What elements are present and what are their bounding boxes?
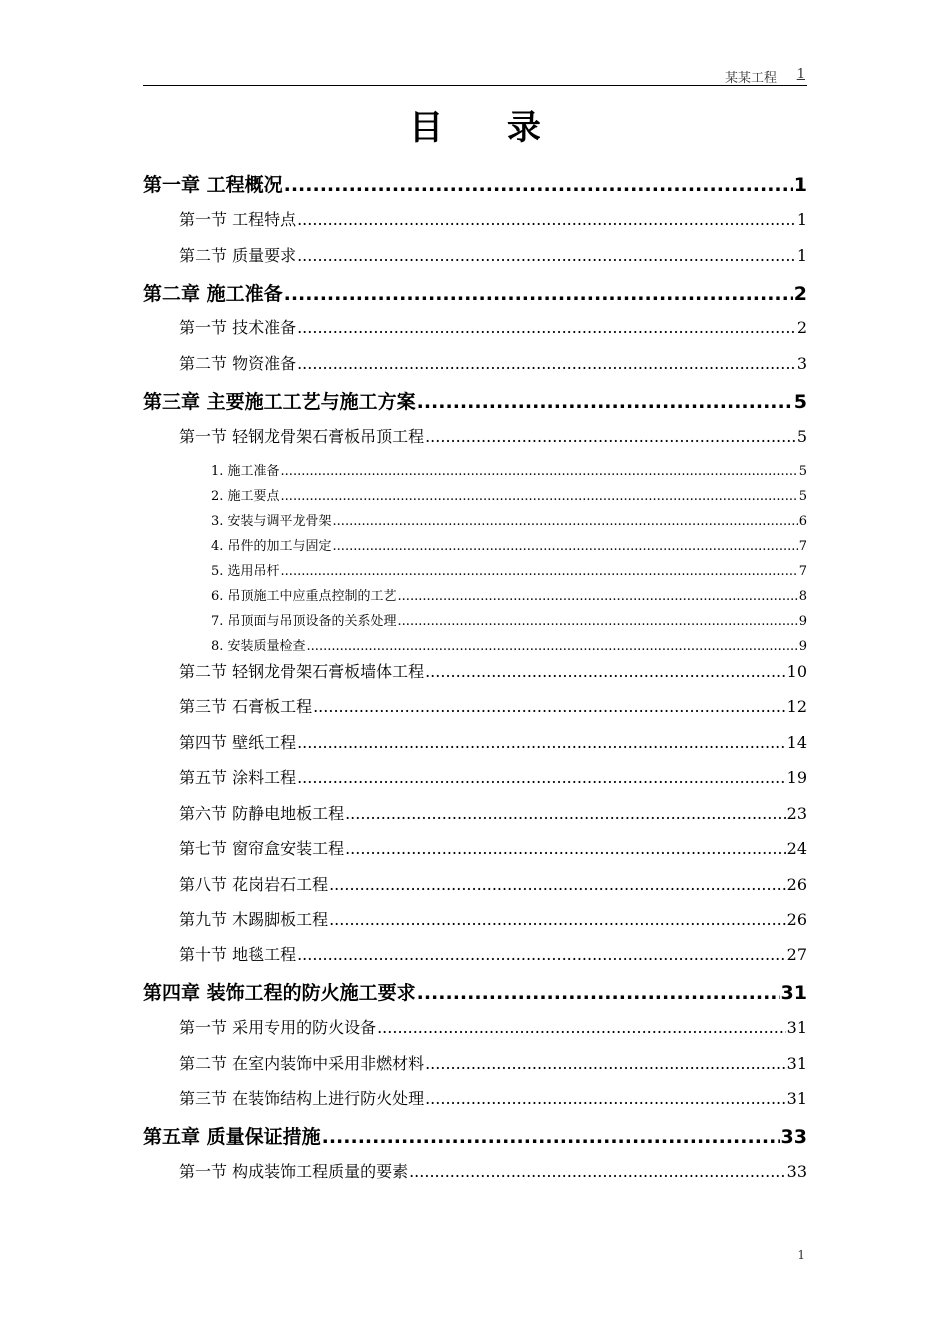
toc-dot-leader — [398, 589, 798, 604]
toc-dot-leader — [329, 910, 786, 929]
toc-subsection-entry[interactable] — [211, 485, 807, 504]
toc-entry-page: 23 — [786, 804, 807, 823]
toc-entry-page: 5 — [798, 489, 807, 504]
toc-dot-leader — [345, 804, 786, 823]
toc-section-entry[interactable] — [179, 243, 807, 266]
header-title: 某某工程 — [724, 71, 777, 86]
toc-entry-page: 12 — [786, 697, 807, 716]
toc-chapter-entry[interactable] — [143, 279, 807, 306]
toc-section-entry[interactable] — [179, 1051, 807, 1074]
toc-subsection-entry[interactable] — [211, 610, 807, 629]
toc-dot-leader — [425, 1089, 786, 1108]
toc-dot-leader — [409, 1162, 786, 1181]
toc-dot-leader — [417, 391, 793, 413]
toc-dot-leader — [377, 1018, 786, 1037]
toc-entry-label: 第五章 质量保证措施 — [143, 1126, 321, 1148]
toc-section-entry[interactable] — [179, 207, 807, 230]
toc-entry-page: 7 — [798, 564, 807, 579]
toc-entry-label: 7. 吊顶面与吊顶设备的关系处理 — [211, 614, 397, 629]
toc-dot-leader — [297, 318, 796, 337]
toc-entry-label: 第一节 构成装饰工程质量的要素 — [179, 1162, 409, 1181]
toc-entry-label: 第一节 工程特点 — [179, 210, 297, 229]
toc-entry-page: 19 — [786, 768, 807, 787]
toc-entry-page: 33 — [786, 1162, 807, 1181]
toc-entry-label: 3. 安装与调平龙骨架 — [211, 514, 332, 529]
toc-entry-page: 24 — [786, 839, 807, 858]
toc-entry-label: 第一节 采用专用的防火设备 — [179, 1018, 377, 1037]
toc-entry-label: 第五节 涂料工程 — [179, 768, 297, 787]
toc-entry-label: 第二章 施工准备 — [143, 283, 283, 305]
toc-entry-page: 31 — [780, 982, 807, 1004]
toc-dot-leader — [297, 246, 796, 265]
toc-dot-leader — [297, 768, 786, 787]
toc-dot-leader — [329, 875, 786, 894]
toc-section-entry[interactable] — [179, 872, 807, 895]
toc-section-entry[interactable] — [179, 942, 807, 965]
toc-chapter-entry[interactable] — [143, 387, 807, 414]
toc-entry-label: 5. 选用吊杆 — [211, 564, 280, 579]
toc-dot-leader — [297, 733, 786, 752]
toc-entry-label: 第八节 花岗岩石工程 — [179, 875, 329, 894]
toc-section-entry[interactable] — [179, 907, 807, 930]
toc-entry-label: 第三章 主要施工工艺与施工方案 — [143, 391, 416, 413]
toc-entry-page: 6 — [798, 514, 807, 529]
toc-dot-leader — [281, 464, 798, 479]
toc-subsection-entry[interactable] — [211, 560, 807, 579]
toc-entry-page: 3 — [796, 354, 807, 373]
toc-entry-page: 27 — [786, 945, 807, 964]
toc-dot-leader — [281, 564, 798, 579]
toc-entry-label: 第二节 物资准备 — [179, 354, 297, 373]
toc-dot-leader — [322, 1126, 780, 1148]
toc-entry-page: 31 — [786, 1018, 807, 1037]
toc-dot-leader — [333, 539, 798, 554]
toc-subsection-entry[interactable] — [211, 585, 807, 604]
toc-dot-leader — [284, 283, 793, 305]
toc-entry-label: 第二节 轻钢龙骨架石膏板墙体工程 — [179, 662, 425, 681]
toc-entry-page: 26 — [786, 875, 807, 894]
toc-subsection-entry[interactable] — [211, 460, 807, 479]
toc-entry-label: 第一章 工程概况 — [143, 174, 283, 196]
toc-section-entry[interactable] — [179, 836, 807, 859]
toc-section-entry[interactable] — [179, 424, 807, 447]
toc-dot-leader — [425, 662, 786, 681]
toc-entry-label: 2. 施工要点 — [211, 489, 280, 504]
toc-dot-leader — [333, 514, 798, 529]
toc-entry-label: 第七节 窗帘盒安装工程 — [179, 839, 345, 858]
toc-entry-page: 9 — [798, 639, 807, 654]
toc-entry-label: 第六节 防静电地板工程 — [179, 804, 345, 823]
toc-entry-label: 第四章 装饰工程的防火施工要求 — [143, 982, 416, 1004]
toc-entry-label: 第二节 在室内装饰中采用非燃材料 — [179, 1054, 425, 1073]
header-page-number: 1 — [796, 67, 805, 82]
toc-entry-page: 8 — [798, 589, 807, 604]
toc-entry-page: 1 — [793, 174, 807, 196]
toc-section-entry[interactable] — [179, 694, 807, 717]
toc-entry-page: 5 — [796, 427, 807, 446]
toc-entry-page: 14 — [786, 733, 807, 752]
toc-dot-leader — [425, 1054, 786, 1073]
toc-entry-page: 31 — [786, 1089, 807, 1108]
toc-entry-page: 5 — [798, 464, 807, 479]
toc-chapter-entry[interactable] — [143, 978, 807, 1005]
toc-dot-leader — [307, 639, 798, 654]
toc-subsection-entry[interactable] — [211, 535, 807, 554]
toc-dot-leader — [313, 697, 786, 716]
toc-entry-page: 5 — [793, 391, 807, 413]
toc-entry-label: 第九节 木踢脚板工程 — [179, 910, 329, 929]
toc-chapter-entry[interactable] — [143, 1122, 807, 1149]
toc-chapter-entry[interactable] — [143, 170, 807, 197]
toc-entry-label: 4. 吊件的加工与固定 — [211, 539, 332, 554]
toc-entry-label: 第十节 地毯工程 — [179, 945, 297, 964]
toc-entry-page: 1 — [796, 246, 807, 265]
toc-entry-page: 7 — [798, 539, 807, 554]
toc-entry-page: 26 — [786, 910, 807, 929]
toc-dot-leader — [284, 174, 793, 196]
toc-dot-leader — [281, 489, 798, 504]
toc-dot-leader — [297, 354, 796, 373]
toc-entry-label: 第四节 壁纸工程 — [179, 733, 297, 752]
toc-entry-label: 第二节 质量要求 — [179, 246, 297, 265]
toc-dot-leader — [297, 945, 786, 964]
toc-entry-page: 33 — [780, 1126, 807, 1148]
toc-dot-leader — [425, 427, 796, 446]
toc-dot-leader — [345, 839, 786, 858]
toc-dot-leader — [398, 614, 798, 629]
toc-entry-page: 2 — [796, 318, 807, 337]
toc-entry-page: 10 — [786, 662, 807, 681]
toc-dot-leader — [297, 210, 796, 229]
toc-entry-label: 第三节 石膏板工程 — [179, 697, 313, 716]
toc-section-entry[interactable] — [179, 730, 807, 753]
toc-subsection-entry[interactable] — [211, 635, 807, 654]
toc-section-entry[interactable] — [179, 801, 807, 824]
toc-dot-leader — [417, 982, 780, 1004]
footer-page-number: 1 — [797, 1248, 805, 1262]
running-header — [143, 64, 807, 86]
toc-section-entry[interactable] — [179, 765, 807, 788]
toc-subsection-entry[interactable] — [211, 510, 807, 529]
toc-section-entry[interactable] — [179, 1159, 807, 1182]
toc-section-entry[interactable] — [179, 1086, 807, 1109]
toc-title: 目 录 — [409, 108, 567, 148]
toc-entry-page: 1 — [796, 210, 807, 229]
toc-section-entry[interactable] — [179, 315, 807, 338]
toc-section-entry[interactable] — [179, 1015, 807, 1038]
toc-section-entry[interactable] — [179, 351, 807, 374]
toc-entry-label: 第三节 在装饰结构上进行防火处理 — [179, 1089, 425, 1108]
toc-entry-page: 2 — [793, 283, 807, 305]
toc-entry-label: 第一节 轻钢龙骨架石膏板吊顶工程 — [179, 427, 425, 446]
toc-section-entry[interactable] — [179, 659, 807, 682]
toc-entry-label: 6. 吊顶施工中应重点控制的工艺 — [211, 589, 397, 604]
toc-entry-label: 1. 施工准备 — [211, 464, 280, 479]
toc-entry-label: 第一节 技术准备 — [179, 318, 297, 337]
toc-entry-page: 9 — [798, 614, 807, 629]
toc-entry-label: 8. 安装质量检查 — [211, 639, 306, 654]
toc-entry-page: 31 — [786, 1054, 807, 1073]
